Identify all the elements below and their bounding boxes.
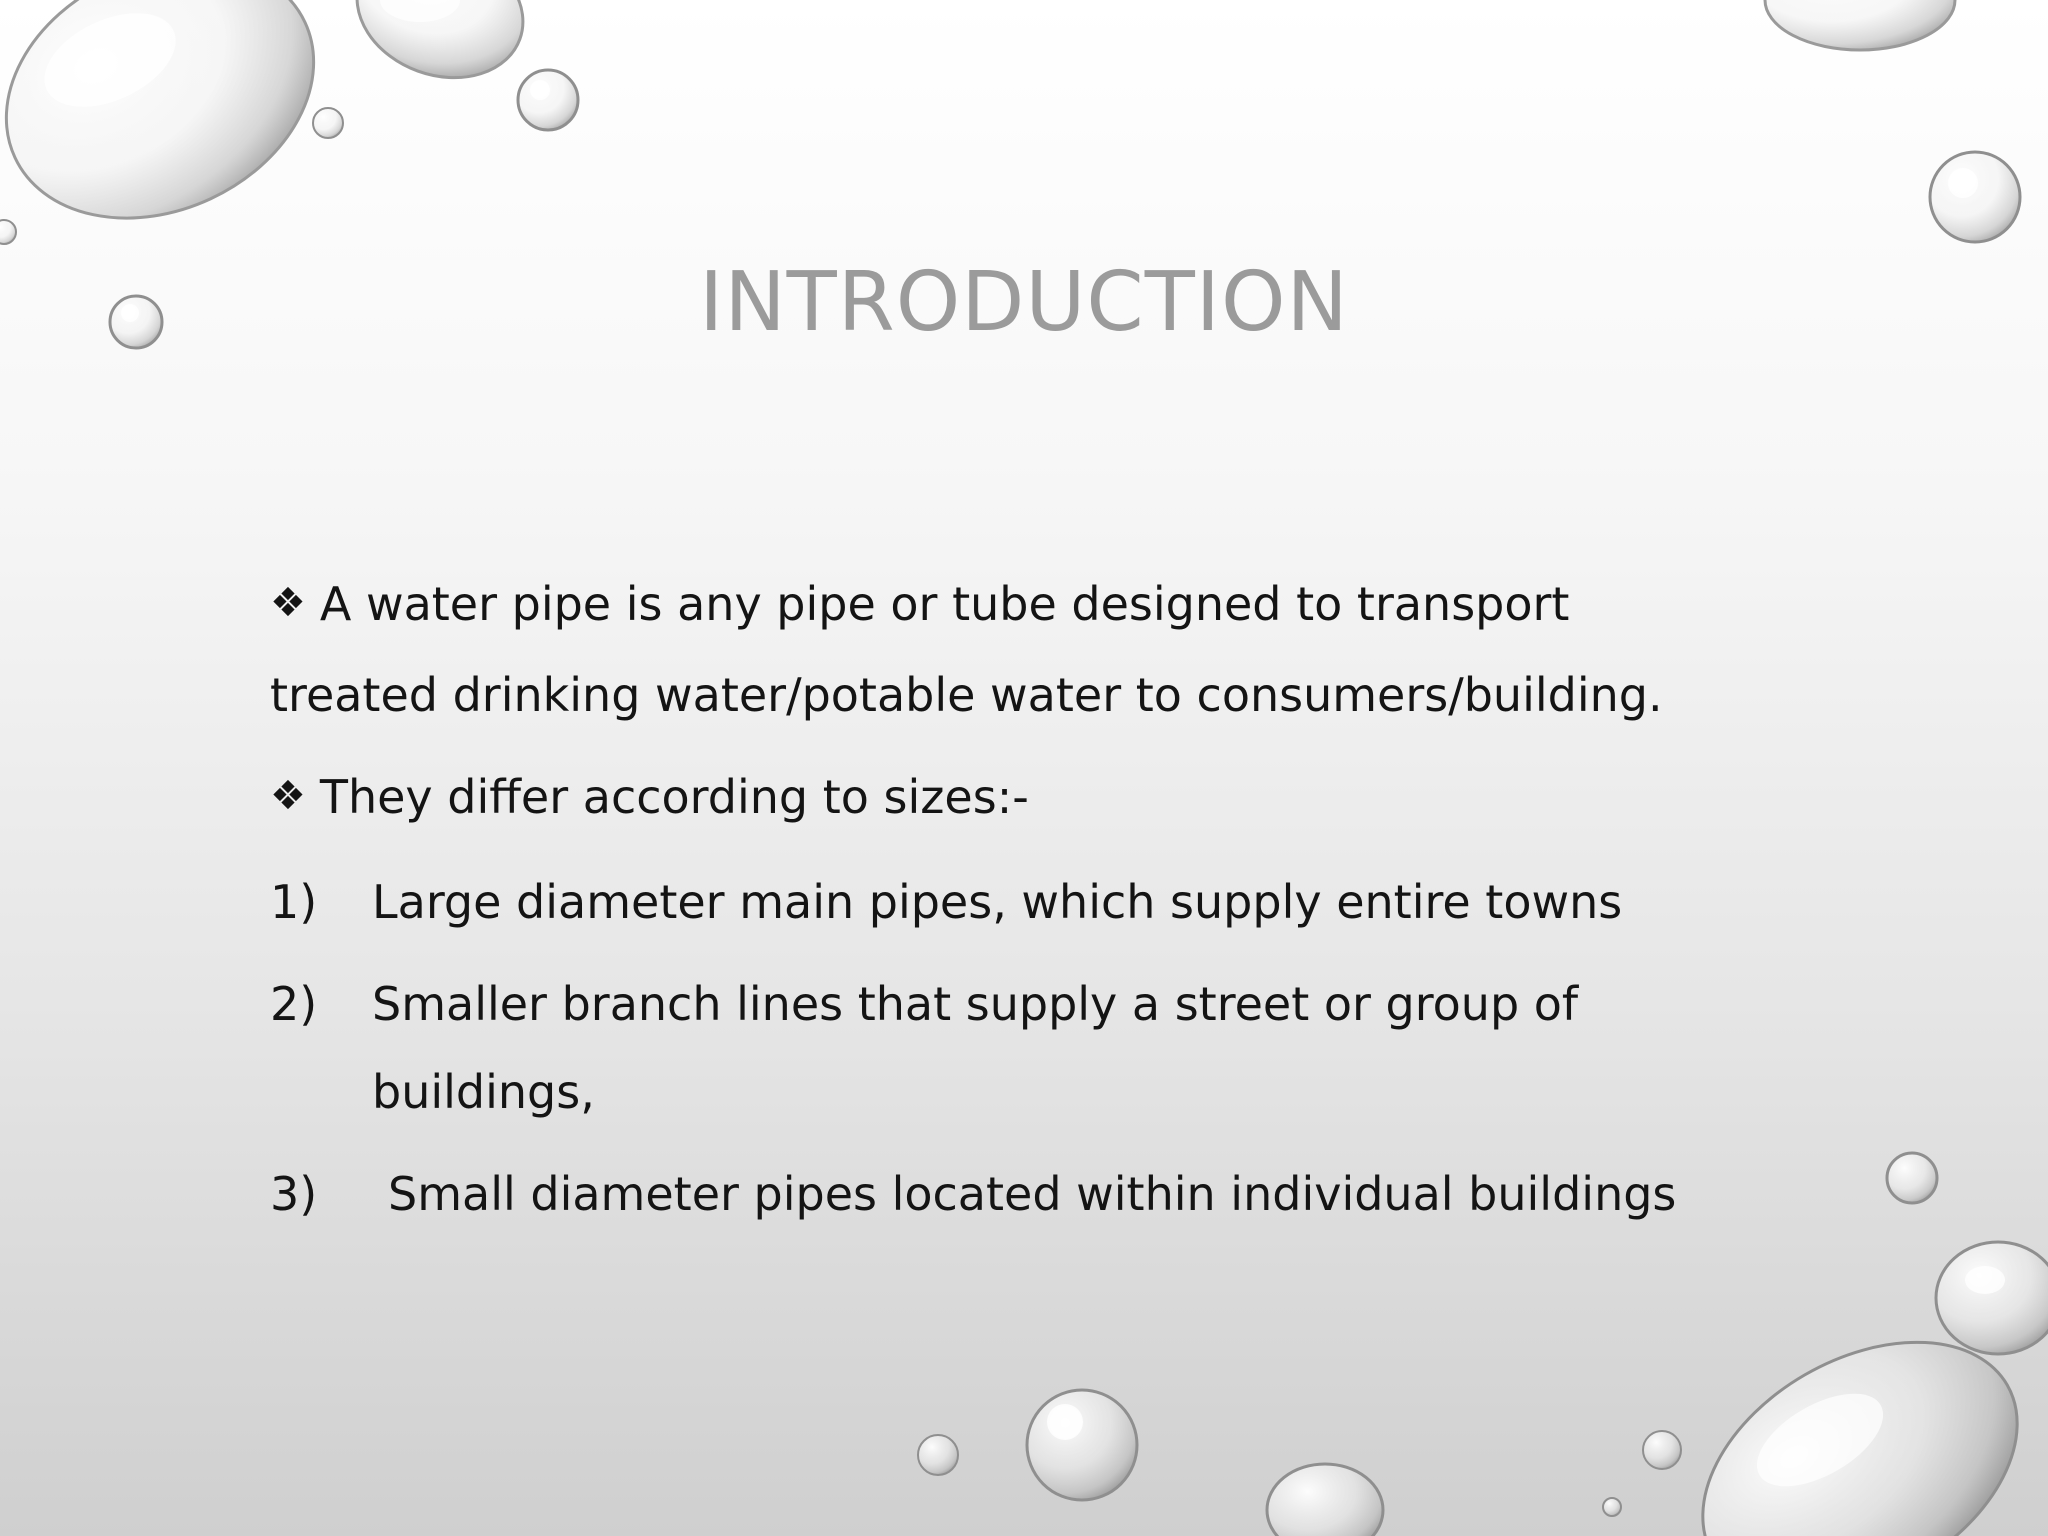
list-item-1 (270, 858, 1710, 946)
bullet-text-2: They differ according to sizes:- (319, 770, 1029, 824)
list-number: 3) (270, 1167, 318, 1221)
drop-bottom-center-large (1027, 1390, 1137, 1500)
drop-bottom-center-medium (1267, 1464, 1383, 1536)
slide-body (270, 560, 1710, 1252)
list-item-3 (270, 1150, 1710, 1238)
list-item-text: Smaller branch lines that supply a street or group of buildings, (372, 977, 1579, 1119)
drop-bottom-right-small-2 (1603, 1498, 1621, 1516)
bullet-paragraph-2 (270, 753, 1710, 844)
drop-top-left-large (0, 0, 356, 266)
list-item-text: Large diameter main pipes, which supply entire towns (372, 875, 1623, 929)
diamond-bullet-icon: ❖ (270, 773, 306, 819)
drop-small-4 (0, 220, 16, 244)
drop-right-lower (1936, 1242, 2048, 1354)
drop-right-medium (1930, 152, 2020, 242)
drop-small-2 (313, 108, 343, 138)
drop-bottom-right-small-1 (1643, 1431, 1681, 1469)
list-number: 2) (270, 977, 318, 1031)
list-item-2 (270, 960, 1710, 1136)
slide-title: INTRODUCTION (699, 255, 1349, 350)
list-number: 1) (270, 875, 318, 929)
diamond-bullet-icon: ❖ (270, 580, 306, 626)
drop-bottom-center-small (918, 1435, 958, 1475)
bullet-paragraph-1 (270, 560, 1710, 739)
drop-small-1 (518, 70, 578, 130)
bullet-text-1: A water pipe is any pipe or tube designed to transport treated drinking water/potable water to consumers/building. (270, 577, 1663, 722)
list-item-text: Small diameter pipes located within individual buildings (388, 1167, 1677, 1221)
drop-top-right-large (1765, 0, 1955, 50)
drop-right-small (1887, 1153, 1937, 1203)
drop-top-left-medium (338, 0, 542, 100)
